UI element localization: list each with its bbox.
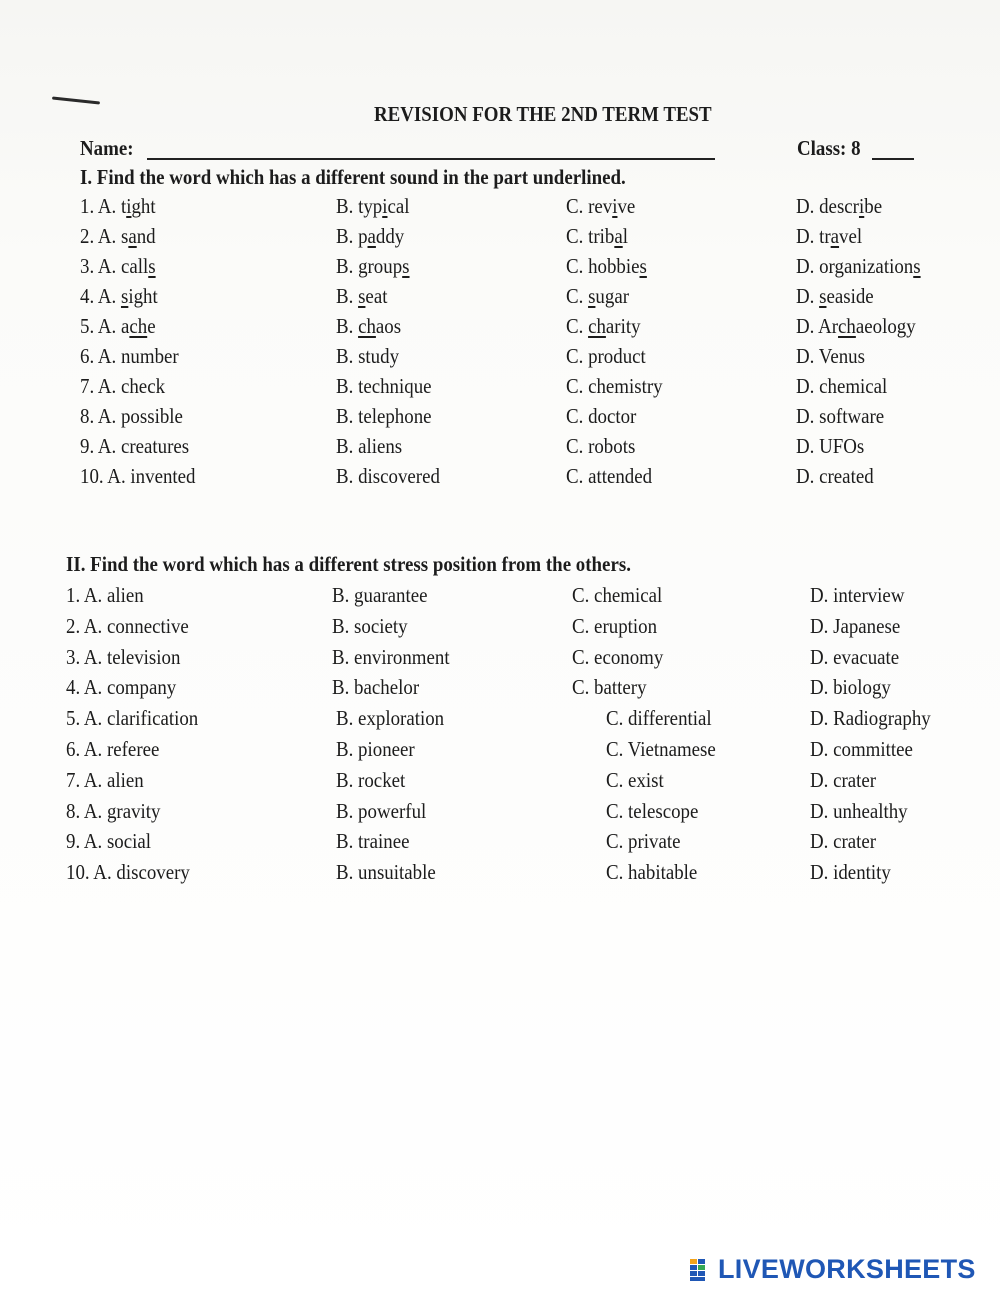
question-row [80,194,920,224]
option-text-part: arity [605,314,641,338]
option-text-part: vel [839,224,863,248]
answer-option[interactable] [336,314,401,339]
option-text-part: D. [796,224,820,248]
option-text-part: l [622,224,628,248]
answer-option[interactable] [566,374,663,399]
answer-option[interactable] [336,194,410,219]
answer-option[interactable] [566,404,636,429]
option-text-part: 6. A. [80,344,121,368]
answer-option[interactable]: 1. A. alien [66,583,144,607]
option-text-part: hobbie [588,254,640,278]
option-text-part: telephone [358,404,432,428]
answer-option[interactable]: B. trainee [336,829,410,854]
option-text-part: check [120,374,166,398]
option-text-part: descr [819,194,859,218]
question-row [66,860,946,891]
answer-option[interactable] [796,314,916,339]
answer-option[interactable]: D. crater [810,829,877,854]
answer-option[interactable] [566,464,652,489]
option-text-part: call [120,254,149,278]
option-text-part: C. [566,404,589,428]
answer-option[interactable]: D. unhealthy [810,798,908,823]
question-row [80,434,920,464]
option-text-part: created [819,464,874,488]
answer-option[interactable]: D. interview [810,583,905,607]
answer-option[interactable]: C. chemical [572,583,663,607]
answer-option[interactable]: C. private [606,829,681,854]
underlined-part: a [367,224,376,248]
option-text-part: technique [358,374,432,398]
answer-option[interactable]: B. guarantee [332,583,428,607]
answer-option[interactable]: B. environment [332,644,450,669]
answer-option[interactable] [566,284,629,309]
option-text-part: chemical [819,374,888,398]
option-text-part: B. [336,224,359,248]
answer-option[interactable] [796,344,865,369]
option-text-part: Venus [818,344,865,368]
answer-option[interactable]: 7. A. alien [66,767,144,792]
option-text-part: software [819,404,885,428]
option-text-part: t [120,194,127,218]
answer-option[interactable]: C. habitable [606,860,698,885]
answer-option[interactable]: D. crater [810,767,877,792]
answer-option[interactable] [796,284,874,309]
option-text-part: creatures [120,434,190,458]
option-text-part: D. [796,404,820,428]
question-row [80,374,920,404]
option-text-part: B. [336,434,359,458]
underlined-part: i [612,194,618,218]
option-text-part: s [120,224,129,248]
option-text-part: be [864,194,883,218]
option-text-part: D. [796,284,820,308]
option-text-part: D. [796,434,820,458]
option-text-part: number [120,344,179,368]
option-text-part: chemistry [588,374,663,398]
option-text-part: UFOs [819,434,865,458]
option-text-part: 3. A. [80,254,121,278]
option-text-part: group [358,254,403,278]
option-text-part: trib [588,224,615,248]
answer-option[interactable] [796,224,862,249]
answer-option[interactable] [336,374,432,399]
underlined-part: s [358,284,366,308]
question-row [66,737,946,768]
name-class-row [80,136,920,166]
answer-option[interactable]: D. identity [810,860,891,885]
option-text-part: aeology [855,314,916,338]
answer-option[interactable] [796,434,864,459]
option-text-part: 7. A. [80,374,121,398]
question-row [80,404,920,434]
option-text-part: B. [336,284,359,308]
option-text-part: ddy [375,224,405,248]
class-label: Class: 8 [797,136,861,160]
answer-option[interactable] [80,404,183,429]
answer-option[interactable]: C. eruption [572,613,658,638]
answer-option[interactable] [796,374,887,399]
page-title: REVISION FOR THE 2ND TERM TEST [374,102,712,126]
option-text-part: ght [131,194,156,218]
question-row [80,254,920,284]
section-2-heading: II. Find the word which has a different stress position from the others. [66,552,631,576]
answer-option[interactable] [336,434,402,459]
answer-option[interactable]: D. Radiography [810,706,931,731]
underlined-part: s [148,254,156,278]
answer-option[interactable]: D. evacuate [810,644,900,669]
question-row [80,344,920,374]
question-row [80,464,920,494]
class-blank-line[interactable] [872,158,914,160]
answer-option[interactable] [336,464,440,489]
answer-option[interactable]: B. pioneer [336,736,415,761]
option-text-part: B. [336,314,359,338]
option-text-part: discovered [358,464,440,488]
question-row [80,224,920,254]
answer-option[interactable]: B. powerful [336,798,427,823]
answer-option[interactable]: B. unsuitable [336,860,436,885]
answer-option[interactable] [566,254,647,279]
answer-option[interactable]: B. rocket [336,767,406,792]
underlined-part: i [126,194,132,218]
option-text-part: ve [617,194,636,218]
name-blank-line[interactable] [147,158,715,160]
underlined-part: s [639,254,647,278]
underlined-part: a [830,224,840,248]
answer-option[interactable] [566,434,635,459]
option-text-part: 1. A. [80,194,121,218]
question-row [66,768,946,799]
question-row [66,675,946,706]
option-text-part: C. [566,374,589,398]
underlined-part: s [913,254,921,278]
option-text-part: C. [566,224,589,248]
answer-option[interactable] [80,224,156,249]
option-text-part: D. [796,314,819,338]
answer-option[interactable] [80,194,156,219]
liveworksheets-logo [688,1254,988,1286]
option-text-part: 2. A. [80,224,121,248]
answer-option[interactable] [80,254,156,279]
answer-option[interactable] [80,434,189,459]
option-text-part: B. [336,374,359,398]
option-text-part: eat [365,284,388,308]
option-text-part: possible [120,404,183,428]
option-text-part: study [358,344,400,368]
option-text-part: organization [819,254,914,278]
option-text-part: product [588,344,646,368]
underlined-part: a [128,224,137,248]
option-text-part: Ar [818,314,839,338]
question-row [80,284,920,314]
option-text-part: 10. A. [80,464,131,488]
answer-option[interactable]: B. exploration [336,706,445,731]
option-text-part: C. [566,314,589,338]
answer-option[interactable]: 6. A. referee [66,736,160,761]
answer-option[interactable]: C. battery [572,675,647,700]
option-text-part: e [147,314,156,338]
answer-option[interactable]: 9. A. social [66,829,152,854]
answer-option[interactable]: D. committee [810,736,913,761]
answer-option[interactable] [336,254,410,279]
question-row [66,645,946,676]
answer-option[interactable]: C. telescope [606,798,699,823]
option-text-part: D. [796,344,819,368]
option-text-part: p [358,224,368,248]
answer-option[interactable] [796,194,882,219]
answer-option[interactable] [80,374,165,399]
option-text-part: 8. A. [80,404,121,428]
option-text-part: invented [130,464,196,488]
option-text-part: C. [566,254,589,278]
option-text-part: B. [336,404,359,428]
answer-option[interactable]: 10. A. discovery [66,860,190,885]
answer-option[interactable]: D. biology [810,675,891,700]
section-1-questions [80,194,920,494]
underlined-part: s [120,284,129,308]
question-row [80,314,920,344]
answer-option[interactable]: 2. A. connective [66,613,189,638]
option-text-part: robots [588,434,636,458]
option-text-part: attended [588,464,653,488]
answer-option[interactable] [336,404,432,429]
option-text-part: 4. A. [80,284,121,308]
answer-option[interactable] [336,284,387,309]
option-text-part: D. [796,254,820,278]
option-text-part: aos [375,314,402,338]
option-text-part: nd [136,224,156,248]
answer-option[interactable]: 3. A. television [66,644,181,669]
option-text-part: easide [826,284,874,308]
underlined-part: ch [129,314,148,338]
option-text-part: C. [566,434,589,458]
option-text-part: C. [566,464,589,488]
question-row [66,583,946,614]
underlined-part: ch [358,314,376,338]
option-text-part: C. [566,344,589,368]
question-row [66,799,946,830]
answer-option[interactable] [796,404,884,429]
underlined-part: s [819,284,827,308]
underlined-part: s [402,254,410,278]
option-text-part: D. [796,464,820,488]
answer-option[interactable]: 8. A. gravity [66,798,161,823]
option-text-part: B. [336,254,359,278]
underlined-part: a [614,224,623,248]
answer-option[interactable]: C. differential [606,706,712,731]
liveworksheets-logo-icon [690,1259,716,1281]
option-text-part: doctor [588,404,637,428]
option-text-part: 9. A. [80,434,121,458]
question-row [66,614,946,645]
answer-option[interactable]: 5. A. clarification [66,706,199,731]
option-text-part: rev [588,194,613,218]
option-text-part: cal [387,194,410,218]
answer-option[interactable]: B. bachelor [332,675,420,700]
option-text-part: ugar [595,284,630,308]
answer-option[interactable] [566,224,628,249]
question-row [66,706,946,737]
option-text-part: 5. A. [80,314,121,338]
option-text-part: C. [566,194,589,218]
underlined-part: s [588,284,596,308]
section-1-heading: I. Find the word which has a different sound in the part underlined. [80,165,626,189]
answer-option[interactable] [336,224,404,249]
answer-option[interactable]: C. Vietnamese [606,736,716,761]
answer-option[interactable]: D. Japanese [810,613,901,638]
option-text-part: C. [566,284,589,308]
answer-option[interactable] [336,344,399,369]
option-text-part: aliens [358,434,403,458]
underlined-part: i [382,194,388,218]
answer-option[interactable] [80,314,156,339]
answer-option[interactable]: 4. A. company [66,675,177,700]
answer-option[interactable] [80,464,195,489]
option-text-part: B. [336,464,359,488]
option-text-part: ight [128,284,158,308]
option-text-part: D. [796,374,820,398]
answer-option[interactable] [796,464,874,489]
answer-option[interactable] [80,284,158,309]
section-2-questions [66,583,946,891]
option-text-part: B. [336,344,359,368]
underlined-part: i [858,194,865,218]
underlined-part: ch [588,314,606,338]
answer-option[interactable]: C. exist [606,767,664,792]
liveworksheets-logo-text: LIVEWORKSHEETS [718,1254,976,1284]
question-row [66,829,946,860]
option-text-part: a [120,314,130,338]
answer-option[interactable] [566,194,635,219]
answer-option[interactable] [566,314,641,339]
option-text-part: B. [336,194,359,218]
name-label: Name: [80,136,134,160]
answer-option[interactable] [80,344,179,369]
option-text-part: typ [358,194,383,218]
answer-option[interactable] [566,344,646,369]
underlined-part: ch [838,314,856,338]
option-text-part: tr [819,224,831,248]
answer-option[interactable]: B. society [332,613,408,638]
option-text-part: D. [796,194,820,218]
answer-option[interactable]: C. economy [572,644,664,669]
answer-option[interactable] [796,254,921,279]
